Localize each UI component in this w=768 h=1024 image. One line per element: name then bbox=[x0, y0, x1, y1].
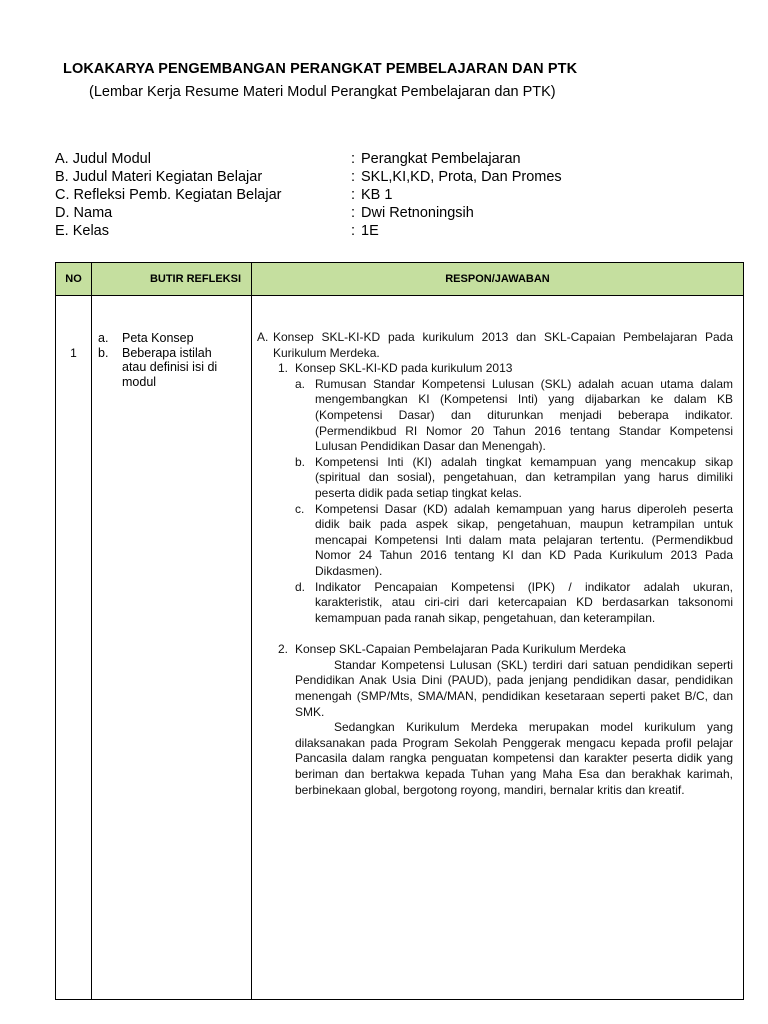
info-separator: : bbox=[351, 223, 356, 239]
paragraph: Sedangkan Kurikulum Merdeka merupakan model kurikulum yang dilaksanakan pada Program Sekolah Penggerak mengacu kepada profil pelajar Pancasila dalam rangka penguatan kompetensi dan karakter peserta didik yang beriman dan bertakwa kepada Tuhan yang Maha Esa dan berakhak karimah, berbinekaan global, bergotong royong, mandiri, bernalar kritis dan kreatif. bbox=[295, 720, 733, 797]
subsection-marker: 2. bbox=[278, 642, 289, 657]
info-value: KB 1 bbox=[361, 187, 393, 203]
header-no: NO bbox=[56, 263, 92, 296]
subsection-title: Konsep SKL-KI-KD pada kurikulum 2013 bbox=[295, 361, 513, 376]
info-label: D. Nama bbox=[55, 205, 113, 221]
info-row-refleksi bbox=[55, 186, 562, 204]
header-respon-jawaban: RESPON/JAWABAN bbox=[252, 263, 744, 296]
info-value: 1E bbox=[361, 223, 379, 239]
list-text: Kompetensi Dasar (KD) adalah kemampuan yang harus diperoleh peserta didik baik pada aspek sikap, pengetahuan, maupun ketrampilan untuk mencapai Kompetensi Inti dalam mata pelajaran tertentu. (Permendikbud Nomor 24 Tahun 2016 tentang KI dan KD Pada Kurikulum 2013 Pada Dikdasmen). bbox=[315, 501, 733, 578]
list-marker: c. bbox=[295, 501, 305, 516]
section-marker: A. bbox=[257, 330, 269, 344]
module-info bbox=[55, 150, 562, 240]
list-marker: b. bbox=[295, 454, 306, 469]
info-separator: : bbox=[351, 205, 356, 221]
list-marker: a. bbox=[295, 376, 306, 391]
list-item bbox=[257, 455, 733, 502]
list-item bbox=[257, 377, 733, 455]
info-row-kelas bbox=[55, 222, 562, 240]
list-item bbox=[98, 331, 251, 346]
info-label: C. Refleksi Pemb. Kegiatan Belajar bbox=[55, 187, 282, 203]
reflection-table bbox=[55, 262, 744, 1000]
info-row-judul-modul bbox=[55, 150, 562, 168]
list-text: Indikator Pencapaian Kompetensi (IPK) / indikator adalah ukuran, karakteristik, atau ciri-ciri dari ketercapaian KD berdasarkan taksonomi kemampuan pada ranah sikap, pengetahuan, dan keterampilan. bbox=[315, 579, 733, 625]
info-separator: : bbox=[351, 187, 356, 203]
list-marker: a. bbox=[98, 331, 109, 345]
info-separator: : bbox=[351, 151, 356, 167]
list-text: Peta Konsep bbox=[122, 331, 194, 345]
section-a bbox=[257, 330, 733, 361]
document-title: LOKAKARYA PENGEMBANGAN PERANGKAT PEMBELAJARAN DAN PTK bbox=[63, 61, 578, 77]
info-value: SKL,KI,KD, Prota, Dan Promes bbox=[361, 169, 562, 185]
header-butir-refleksi: BUTIR REFLEKSI bbox=[92, 263, 252, 296]
table-row bbox=[56, 296, 744, 1000]
subsection-2 bbox=[257, 642, 733, 798]
cell-butir bbox=[92, 296, 252, 1000]
info-row-judul-materi bbox=[55, 168, 562, 186]
info-label: A. Judul Modul bbox=[55, 151, 151, 167]
cell-no bbox=[56, 296, 92, 1000]
row-number: 1 bbox=[70, 346, 77, 360]
butir-list bbox=[92, 296, 251, 389]
response-content bbox=[252, 296, 743, 798]
paragraph: Standar Kompetensi Lulusan (SKL) terdiri dari satuan pendidikan seperti Pendidikan Anak Usia Dini (PAUD), pada jenjang pendidikan dasar, pendidikan menengah (SMP/Mts, SMA/MAN, pendidikan kesetaraan seperti paket B/C, dan SMK. bbox=[295, 657, 733, 719]
info-label: E. Kelas bbox=[55, 223, 109, 239]
subsection-title: Konsep SKL-Capaian Pembelajaran Pada Kurikulum Merdeka bbox=[295, 642, 626, 657]
subsection-marker: 1. bbox=[278, 361, 289, 376]
info-value: Dwi Retnoningsih bbox=[361, 205, 474, 221]
subsection-body bbox=[295, 642, 733, 798]
table-header-row bbox=[56, 263, 744, 296]
list-marker: b. bbox=[98, 345, 109, 360]
cell-respon bbox=[252, 296, 744, 1000]
list-text: Kompetensi Inti (KI) adalah tingkat kemampuan yang mencakup sikap (spiritual dan sosial), pengetahuan, dan ketrampilan yang harus dimiliki peserta didik pada setiap tingkat kelas. bbox=[315, 454, 733, 500]
info-label: B. Judul Materi Kegiatan Belajar bbox=[55, 169, 263, 185]
section-text: Konsep SKL-KI-KD pada kurikulum 2013 dan SKL-Capaian Pembelajaran Pada Kurikulum Merdeka. bbox=[273, 330, 733, 360]
info-value: Perangkat Pembelajaran bbox=[361, 151, 521, 167]
info-separator: : bbox=[351, 169, 356, 185]
document-subtitle: (Lembar Kerja Resume Materi Modul Perangkat Pembelajaran dan PTK) bbox=[89, 84, 556, 100]
list-text: Beberapa istilah atau definisi isi di modul bbox=[122, 345, 218, 389]
list-item bbox=[257, 580, 733, 627]
list-marker: d. bbox=[295, 579, 306, 594]
list-text: Rumusan Standar Kompetensi Lulusan (SKL) adalah acuan utama dalam mengembangkan KI (Kompetensi Inti) yang dijabarkan ke dalam KB (Kompetensi Dasar) dan diturunkan menjadi beberapa indikator. (Permendikbud RI Nomor 20 Tahun 2016 tentang Standar Kompetensi Lulusan Pendidikan Dasar dan Menengah). bbox=[315, 376, 733, 454]
list-item bbox=[257, 502, 733, 580]
info-row-nama bbox=[55, 204, 562, 222]
list-item bbox=[98, 346, 251, 390]
subsection-1 bbox=[257, 361, 733, 377]
